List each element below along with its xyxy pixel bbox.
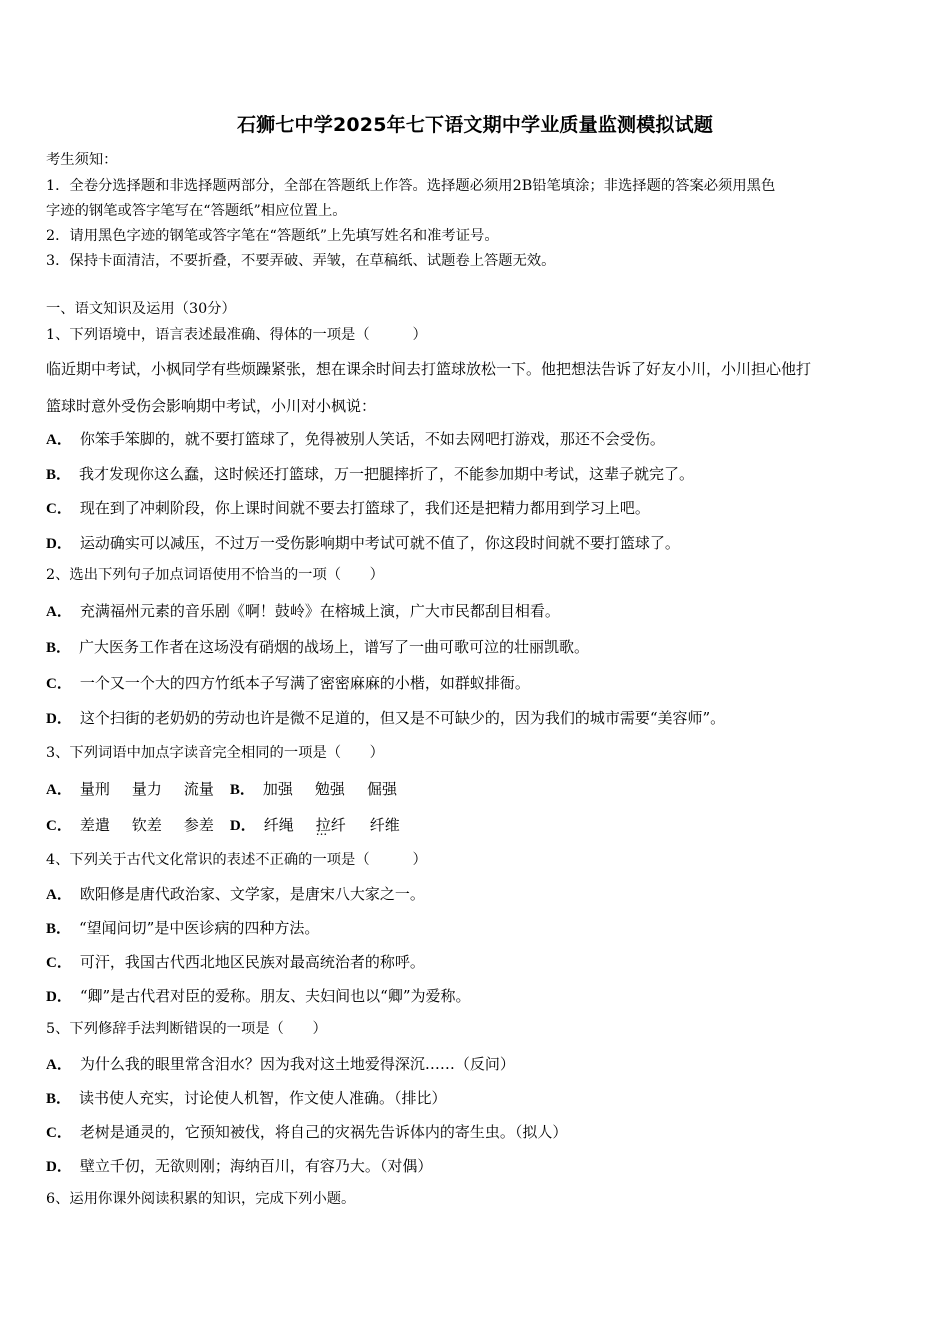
option-text: 广大医务工作者在这场没有硝烟的战场上，谱写了一曲可歌可泣的壮丽凯歌。 xyxy=(79,638,590,656)
question-3-options-ab xyxy=(46,780,904,799)
option-label: B． xyxy=(46,640,72,656)
option-label: D． xyxy=(46,1159,72,1175)
option-text: 一个又一个大的四方竹纸本子写满了密密麻麻的小楷，如群蚁排衙。 xyxy=(79,674,530,692)
option-word: 钦差 xyxy=(131,816,162,834)
option-label: D． xyxy=(46,989,72,1005)
section-heading: 一、语文知识及运用（30分） xyxy=(46,301,236,317)
option-text: 我才发现你这么蠢，这时候还打篮球，万一把腿摔折了，不能参加期中考试，这辈子就完了。 xyxy=(79,465,695,483)
option-word: 倔强 xyxy=(366,780,397,798)
question-1-context-line-1: 临近期中考试，小枫同学有些烦躁紧张，想在课余时间去打篮球放松一下。他把想法告诉了好友小川，小川担心他打 xyxy=(46,360,812,378)
option-text: 运动确实可以减压，不过万一受伤影响期中考试可就不值了，你这段时间就不要打篮球了。 xyxy=(79,534,680,552)
question-1-stem: 1、下列语境中，语言表述最准确、得体的一项是（ ） xyxy=(46,327,427,343)
option-label: C． xyxy=(46,501,72,517)
notice-heading: 考生须知： xyxy=(46,152,118,168)
question-1-option-d xyxy=(46,534,904,553)
option-text: 这个扫街的老奶奶的劳动也许是微不足道的，但又是不可缺少的，因为我们的城市需要“美容师”。 xyxy=(79,709,726,727)
option-label: C． xyxy=(46,676,72,692)
option-text: “卿”是古代君对臣的爱称。朋友、夫妇间也以“卿”为爱称。 xyxy=(79,987,471,1005)
question-1-option-b xyxy=(46,465,904,484)
option-text: 老树是通灵的，它预知被伐，将自己的灾祸先告诉体内的寄生虫。（拟人） xyxy=(79,1123,568,1141)
option-word: 流量 xyxy=(183,780,214,798)
option-text: 欧阳修是唐代政治家、文学家，是唐宋八大家之一。 xyxy=(79,885,425,903)
question-2-stem: 2、选出下列句子加点词语使用不恰当的一项（ ） xyxy=(46,567,384,583)
option-label: A． xyxy=(46,604,72,620)
option-label: B． xyxy=(46,1091,72,1107)
option-text: 现在到了冲刺阶段，你上课时间就不要去打篮球了，我们还是把精力都用到学习上吧。 xyxy=(79,499,650,517)
question-5-stem: 5、下列修辞手法判断错误的一项是（ ） xyxy=(46,1021,327,1037)
option-word: 差遣 xyxy=(79,816,110,834)
option-label: D． xyxy=(46,536,72,552)
option-text: 为什么我的眼里常含泪水？因为我对这土地爱得深沉……（反问） xyxy=(79,1055,515,1073)
option-label: D． xyxy=(229,818,256,834)
option-word: 加强 xyxy=(262,780,293,798)
question-4-option-d xyxy=(46,987,904,1006)
notice-item-3: 3．保持卡面清洁，不要折叠，不要弄破、弄皱，在草稿纸、试题卷上答题无效。 xyxy=(46,253,556,269)
question-5-option-b xyxy=(46,1089,904,1108)
option-label: B． xyxy=(229,782,255,798)
question-1-context-line-2: 篮球时意外受伤会影响期中考试，小川对小枫说： xyxy=(46,397,377,415)
option-text: “望闻问切”是中医诊病的四种方法。 xyxy=(79,919,320,937)
option-text: 你笨手笨脚的，就不要打篮球了，免得被别人笑话，不如去网吧打游戏，那还不会受伤。 xyxy=(79,430,665,448)
option-word: 量力 xyxy=(131,780,162,798)
option-word: 勉强 xyxy=(314,780,345,798)
question-3-options-cd xyxy=(46,816,904,835)
option-word: 量刑 xyxy=(79,780,110,798)
option-label: A． xyxy=(46,887,72,903)
question-1-option-a xyxy=(46,430,904,449)
option-label: B． xyxy=(46,467,72,483)
question-3-stem: 3、下列词语中加点字读音完全相同的一项是（ ） xyxy=(46,745,384,761)
option-label: B． xyxy=(46,921,72,937)
question-2-option-b xyxy=(46,638,904,657)
question-1-option-c xyxy=(46,499,904,518)
notice-item-2: 2．请用黑色字迹的钢笔或答字笔在“答题纸”上先填写姓名和准考证号。 xyxy=(46,228,499,244)
option-label: C． xyxy=(46,818,72,834)
option-label: C． xyxy=(46,955,72,971)
option-label: D． xyxy=(46,711,72,727)
question-5-option-a xyxy=(46,1055,904,1074)
question-2-option-c xyxy=(46,674,904,693)
option-label: A． xyxy=(46,432,72,448)
option-text: 壁立千仞，无欲则刚；海纳百川，有容乃大。（对偶） xyxy=(79,1157,433,1175)
question-4-option-b xyxy=(46,919,904,938)
option-word: 拉纤 ... xyxy=(316,816,346,834)
option-label: A． xyxy=(46,1057,72,1073)
option-word: 纤绳 xyxy=(263,816,294,834)
question-5-option-c xyxy=(46,1123,904,1142)
option-text: 充满福州元素的音乐剧《啊！鼓岭》在榕城上演，广大市民都刮目相看。 xyxy=(79,602,560,620)
question-5-option-d xyxy=(46,1157,904,1176)
option-label: A． xyxy=(46,782,72,798)
question-2-option-d xyxy=(46,709,904,728)
question-4-option-a xyxy=(46,885,904,904)
notice-item-1-line-2: 字迹的钢笔或答字笔写在“答题纸”相应位置上。 xyxy=(46,203,347,219)
option-text: 可汗，我国古代西北地区民族对最高统治者的称呼。 xyxy=(79,953,425,971)
notice-item-1-line-1: 1．全卷分选择题和非选择题两部分，全部在答题纸上作答。选择题必须用2B铅笔填涂；非选择题的答案必须用黑色 xyxy=(46,178,776,194)
question-6-stem: 6、运用你课外阅读积累的知识，完成下列小题。 xyxy=(46,1191,356,1207)
option-word: 参差 xyxy=(183,816,214,834)
option-word: 纤维 xyxy=(369,816,400,834)
option-label: C． xyxy=(46,1125,72,1141)
question-2-option-a xyxy=(46,602,904,621)
option-text: 读书使人充实，讨论使人机智，作文使人准确。（排比） xyxy=(79,1089,447,1107)
question-4-stem: 4、下列关于古代文化常识的表述不正确的一项是（ ） xyxy=(46,852,427,868)
question-4-option-c xyxy=(46,953,904,972)
page-title: 石狮七中学2025年七下语文期中学业质量监测模拟试题 xyxy=(236,114,714,136)
